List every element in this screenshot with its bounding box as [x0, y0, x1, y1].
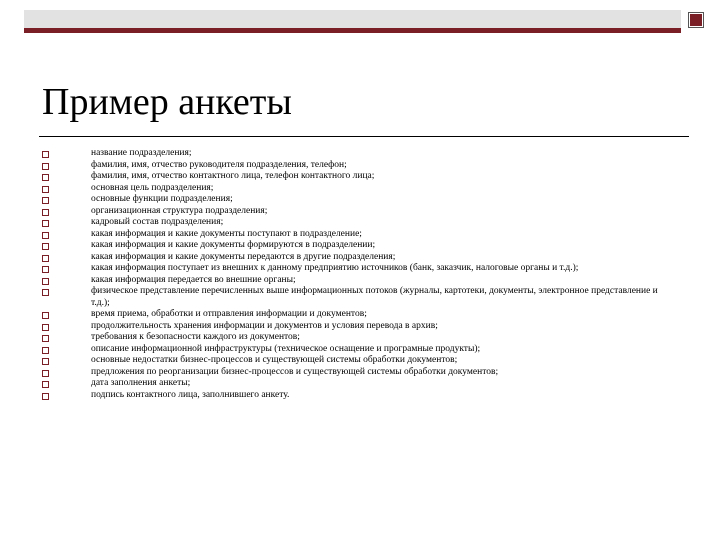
square-bullet-icon [42, 335, 49, 342]
list-item [42, 344, 672, 356]
list-item-text: время приема, обработки и отправления информации и документов; [91, 309, 367, 319]
list-item-text: какая информация передается во внешние органы; [91, 274, 296, 285]
list-item [42, 217, 672, 229]
square-bullet-icon [42, 278, 49, 285]
square-bullet-icon [42, 347, 49, 354]
square-bullet-icon [42, 174, 49, 181]
list-item-text: подпись контактного лица, заполнившего анкету. [91, 389, 290, 400]
square-bullet-icon [42, 243, 49, 250]
square-bullet-icon [42, 186, 49, 193]
list-item [42, 194, 672, 206]
list-item-text: название подразделения; [91, 148, 192, 158]
list-item-text: какая информация и какие документы передаются в другие подразделения; [91, 251, 396, 262]
header-band [24, 10, 681, 33]
list-item-text: требования к безопасности каждого из документов; [91, 332, 300, 342]
list-item-text: основные недостатки бизнес-процессов и существующей системы обработки документов; [91, 355, 458, 365]
title-divider [39, 136, 689, 137]
list-item-text: дата заполнения анкеты; [91, 378, 191, 388]
list-item-text: основная цель подразделения; [91, 182, 214, 193]
square-bullet-icon [42, 370, 49, 377]
list-item-text: кадровый состав подразделения; [91, 217, 224, 227]
square-bullet-icon [42, 151, 49, 158]
bullet-list [42, 148, 672, 401]
square-bullet-icon [42, 163, 49, 170]
square-bullet-icon [42, 393, 49, 400]
square-bullet-icon [42, 255, 49, 262]
list-item-text: организационная структура подразделения; [91, 205, 268, 216]
list-item [42, 390, 672, 402]
square-bullet-icon [42, 358, 49, 365]
list-item [42, 148, 672, 160]
square-bullet-icon [42, 232, 49, 239]
square-bullet-icon [42, 209, 49, 216]
list-item [42, 263, 672, 275]
list-item-text: какая информация поступает из внешних к данному предприятию источников (банк, заказчик, налоговые органы и т.д.); [91, 263, 579, 273]
list-item [42, 206, 672, 218]
list-item-text: предложения по реорганизации бизнес-процессов и существующей системы обработки документов; [91, 366, 499, 377]
list-item [42, 240, 672, 252]
list-item [42, 355, 672, 367]
list-item [42, 332, 672, 344]
list-item-text: фамилия, имя, отчество руководителя подразделения, телефон; [91, 159, 347, 170]
corner-square-decoration [688, 12, 704, 28]
list-item [42, 367, 672, 379]
list-item [42, 252, 672, 264]
list-item-text: какая информация и какие документы формируются в подразделении; [91, 240, 376, 250]
list-item [42, 378, 672, 390]
list-item [42, 275, 672, 287]
square-bullet-icon [42, 312, 49, 319]
list-item-text: какая информация и какие документы поступают в подразделение; [91, 228, 362, 239]
list-item-text: продолжительность хранения информации и документов и условия перевода в архив; [91, 320, 438, 331]
square-bullet-icon [42, 381, 49, 388]
slide-title: Пример анкеты [42, 81, 292, 123]
square-bullet-icon [42, 289, 49, 296]
square-bullet-icon [42, 220, 49, 227]
list-item [42, 183, 672, 195]
list-item [42, 160, 672, 172]
list-item [42, 321, 672, 333]
list-item-text: физическое представление перечисленных выше информационных потоков (журналы, картотеки, документы, электронное представление и т.д.); [91, 286, 658, 308]
list-item-text: фамилия, имя, отчество контактного лица, телефон контактного лица; [91, 171, 375, 181]
list-item [42, 286, 672, 309]
list-item [42, 171, 672, 183]
list-item-text: описание информационной инфраструктуры (техническое оснащение и програмные продукты); [91, 343, 481, 354]
square-bullet-icon [42, 197, 49, 204]
square-bullet-icon [42, 324, 49, 331]
square-bullet-icon [42, 266, 49, 273]
list-item [42, 229, 672, 241]
list-item [42, 309, 672, 321]
list-item-text: основные функции подразделения; [91, 194, 233, 204]
